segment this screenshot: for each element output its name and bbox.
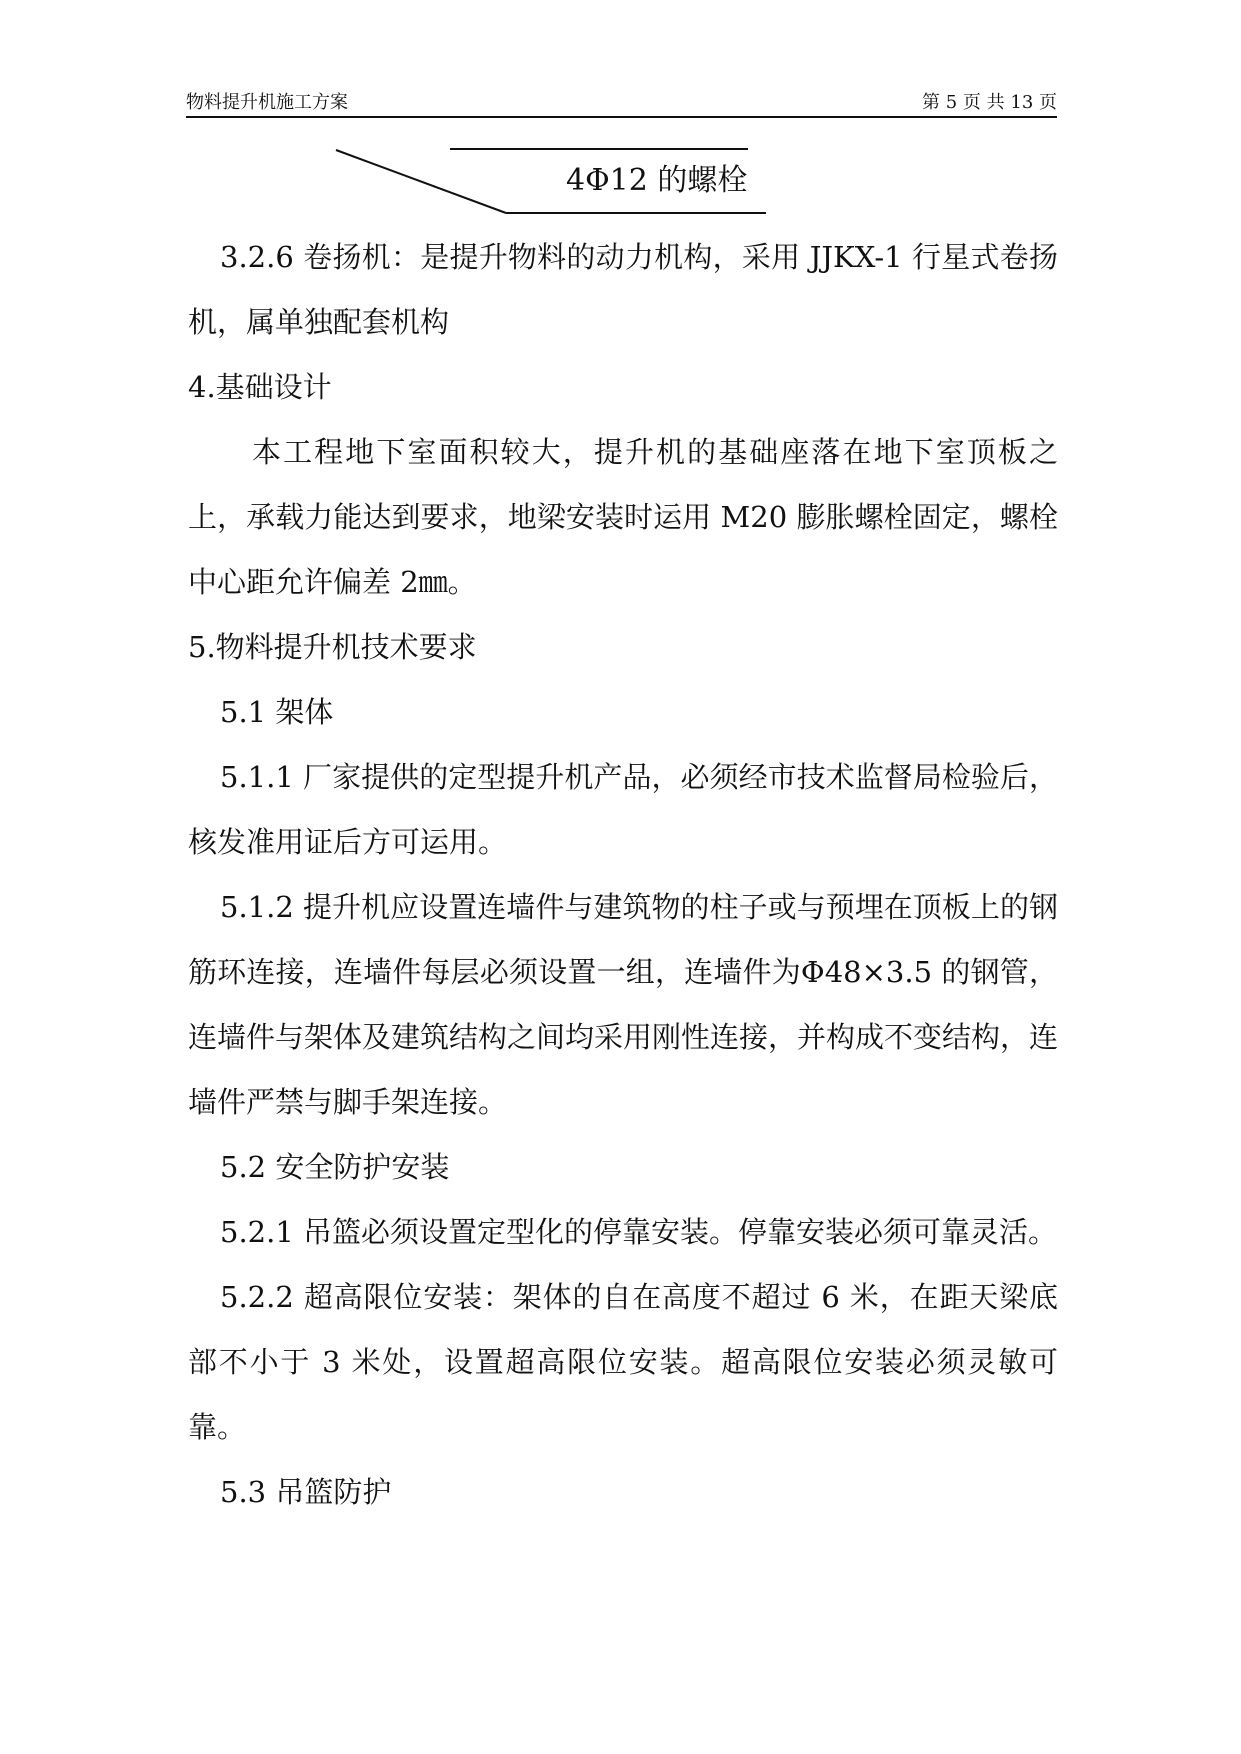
heading-frame: 5.1 架体 xyxy=(220,695,334,729)
paragraph-winch: 3.2.6 卷扬机：是提升物料的动力机构，采用 JJKX-1 行星式卷扬机，属单独配套机构 xyxy=(188,240,1058,339)
heading-foundation: 4.基础设计 xyxy=(188,370,332,404)
bolt-label: 4Φ12 的螺栓 xyxy=(566,163,748,198)
bolt-diagram xyxy=(0,0,1241,230)
paragraph-5-1-2: 5.1.2 提升机应设置连墙件与建筑物的柱子或与预埋在顶板上的钢筋环连接，连墙件每层必须设置一组，连墙件为Φ48×3.5 的钢管，连墙件与架体及建筑结构之间均采用刚性连接，并构成不变结构，连墙件严禁与脚手架连接。 xyxy=(188,890,1059,1119)
body-text xyxy=(188,225,1058,1525)
leader-line xyxy=(336,150,506,213)
paragraph-5-1-1: 5.1.1 厂家提供的定型提升机产品，必须经市技术监督局检验后，核发准用证后方可运用。 xyxy=(188,760,1058,859)
heading-technical-requirements: 5.物料提升机技术要求 xyxy=(188,630,477,664)
paragraph-foundation: 本工程地下室面积较大，提升机的基础座落在地下室顶板之上，承载力能达到要求，地梁安装时运用 M20 膨胀螺栓固定，螺栓中心距允许偏差 2㎜。 xyxy=(188,435,1058,599)
paragraph-5-2-1: 5.2.1 吊篮必须设置定型化的停靠安装。停靠安装必须可靠灵活。 xyxy=(220,1215,1058,1249)
page-number: 第 5 页 共 13 页 xyxy=(922,92,1057,113)
heading-basket-protection: 5.3 吊篮防护 xyxy=(220,1475,392,1509)
document-title: 物料提升机施工方案 xyxy=(186,92,348,113)
heading-safety-devices: 5.2 安全防护安装 xyxy=(220,1150,450,1184)
paragraph-5-2-2: 5.2.2 超高限位安装：架体的自在高度不超过 6 米，在距天梁底部不小于 3 米处，设置超高限位安装。超高限位安装必须灵敏可靠。 xyxy=(188,1280,1058,1444)
